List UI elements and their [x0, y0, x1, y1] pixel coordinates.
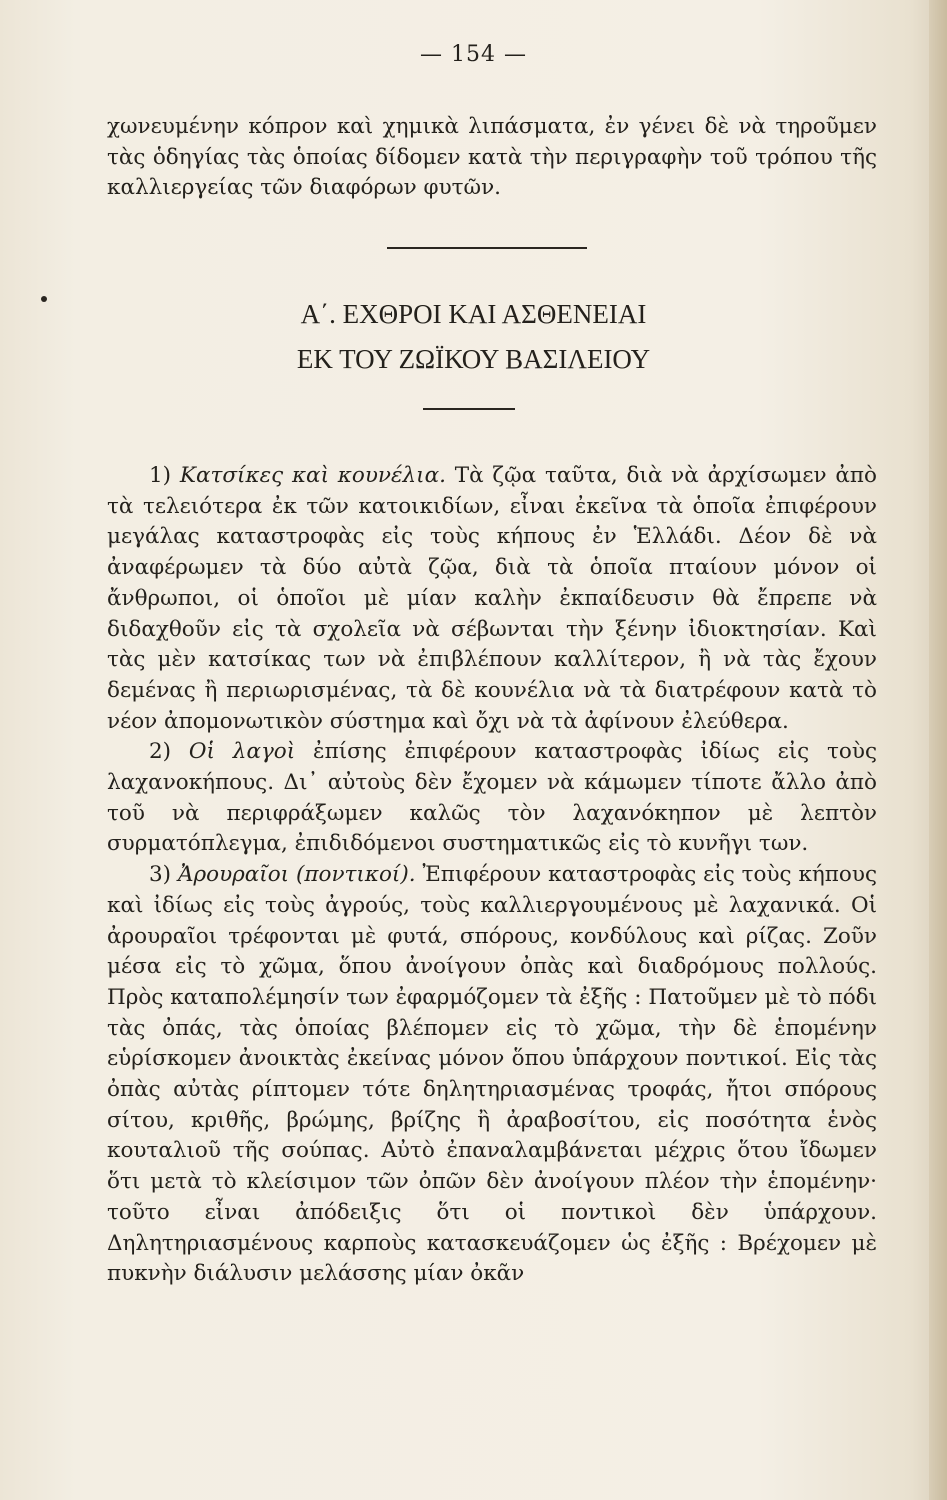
page-edge: [929, 0, 947, 1500]
intro-text: χωνευμένην κόπρον καὶ χημικὰ λιπάσματα, ἐν γένει δὲ νὰ τηροῦμεν τὰς ὁδηγίας τὰς ὁποίας δίδομεν κατὰ τὴν περιγραφὴν τοῦ τρόπου τῆς καλλιεργείας τῶν διαφόρων φυτῶν.: [107, 114, 877, 201]
item-3: [107, 860, 877, 1290]
section-rule-bottom: [423, 408, 515, 410]
item-1-title: Κατσίκες καὶ κουνέλια.: [179, 463, 446, 488]
section-rule-top: [387, 247, 587, 249]
section-title-line1: Α΄. ΕΧΘΡΟΙ ΚΑΙ ΑΣΘΕΝΕΙΑΙ: [300, 299, 647, 329]
item-3-title: Ἀρουραῖοι (ποντικοί).: [177, 862, 416, 888]
item-2-title: Οἱ λαγοὶ: [188, 739, 296, 765]
item-1-text: Τὰ ζῷα ταῦτα, διὰ νὰ ἀρχίσωμεν ἀπὸ τὰ τελειότερα ἐκ τῶν κατοικιδίων, εἶναι ἐκεῖνα τὰ ὁποῖα ἐπιφέρουν μεγάλας καταστροφὰς εἰς τοὺς κήπους ἐν Ἑλλάδι. Δέον δὲ νὰ ἀναφέρωμεν τὰ δύο αὐτὰ ζῷα, διὰ τὰ ὁποῖα πταίουν μόνον οἱ ἄνθρωποι, οἱ ὁποῖοι μὲ μίαν καλὴν ἐκπαίδευσιν θὰ ἔπρεπε νὰ διδαχθοῦν εἰς τὰ σχολεῖα νὰ σέβωνται τὴν ξένην ἰδιοκτησίαν. Καὶ τὰς μὲν κατσίκας των νὰ ἐπιβλέπουν καλλίτερον, ἢ νὰ τὰς ἔχουν δεμένας ἢ περιωρισμένας, τὰ δὲ κουνέλια νὰ τὰ διατρέφουν κατὰ τὸ νέον ἀπομονωτικὸν σύστημα καὶ ὄχι νὰ τὰ ἀφίνουν ἐλεύθερα.: [107, 463, 877, 734]
section-body: [107, 461, 877, 1290]
intro-paragraph: [107, 112, 877, 204]
item-2-number: 2): [149, 739, 172, 765]
section-title-line2: ΕΚ ΤΟΥ ΖΩΪΚΟΥ ΒΑΣΙΛΕΙΟΥ: [296, 344, 651, 374]
item-2-text: ἐπίσης ἐπιφέρουν καταστροφὰς ἰδίως εἰς τοὺς λαχανοκήπους. Δι᾽ αὐτοὺς δὲν ἔχομεν νὰ κάμωμεν τίποτε ἄλλο ἀπὸ τοῦ νὰ περιφράξωμεν καλῶς τὸν λαχανόκηπον μὲ λεπτὸν συρματόπλεγμα, ἐπιδιδόμενοι συστηματικῶς εἰς τὸ κυνῆγι των.: [107, 739, 877, 857]
page-number: — 154 —: [420, 42, 527, 67]
item-2: [107, 737, 877, 860]
item-1: [107, 461, 877, 737]
item-1-number: 1): [149, 463, 172, 488]
item-3-number: 3): [149, 862, 172, 888]
item-3-text: Ἐπιφέρουν καταστροφὰς εἰς τοὺς κήπους καὶ ἰδίως εἰς τοὺς ἀγρούς, τοὺς καλλιεργουμένους μὲ λαχανικά. Οἱ ἀρουραῖοι τρέφονται μὲ φυτά, σπόρους, κονδύλους καὶ ρίζας. Ζοῦν μέσα εἰς τὸ χῶμα, ὅπου ἀνοίγουν ὀπὰς καὶ διαδρόμους πολλούς. Πρὸς καταπολέμησίν των ἐφαρμόζομεν τὰ ἐξῆς : Πατοῦμεν μὲ τὸ πόδι τὰς ὀπάς, τὰς ὁποίας βλέπομεν εἰς τὸ χῶμα, τὴν δὲ ἑπομένην εὑρίσκομεν ἀνοικτὰς ἐκείνας μόνον ὅπου ὑπάρχουν ποντικοί. Εἰς τὰς ὀπὰς αὐτὰς ρίπτομεν τότε δηλητηριασμένας τροφάς, ἤτοι σπόρους σίτου, κριθῆς, βρώμης, βρίζης ἢ ἀραβοσίτου, εἰς ποσότητα ἑνὸς κουταλιοῦ τῆς σούπας. Αὐτὸ ἐπαναλαμβάνεται μέχρις ὅτου ἴδωμεν ὅτι μετὰ τὸ κλείσιμον τῶν ὀπῶν δὲν ἀνοίγουν πλέον τὴν ἑπομένην· τοῦτο εἶναι ἀπόδειξις ὅτι οἱ ποντικοὶ δὲν ὑπάρχουν. Δηλητηριασμένους καρποὺς κατασκευάζομεν ὡς ἐξῆς : Βρέχομεν μὲ πυκνὴν διάλυσιν μελάσσης μίαν ὀκᾶν: [107, 862, 878, 1287]
